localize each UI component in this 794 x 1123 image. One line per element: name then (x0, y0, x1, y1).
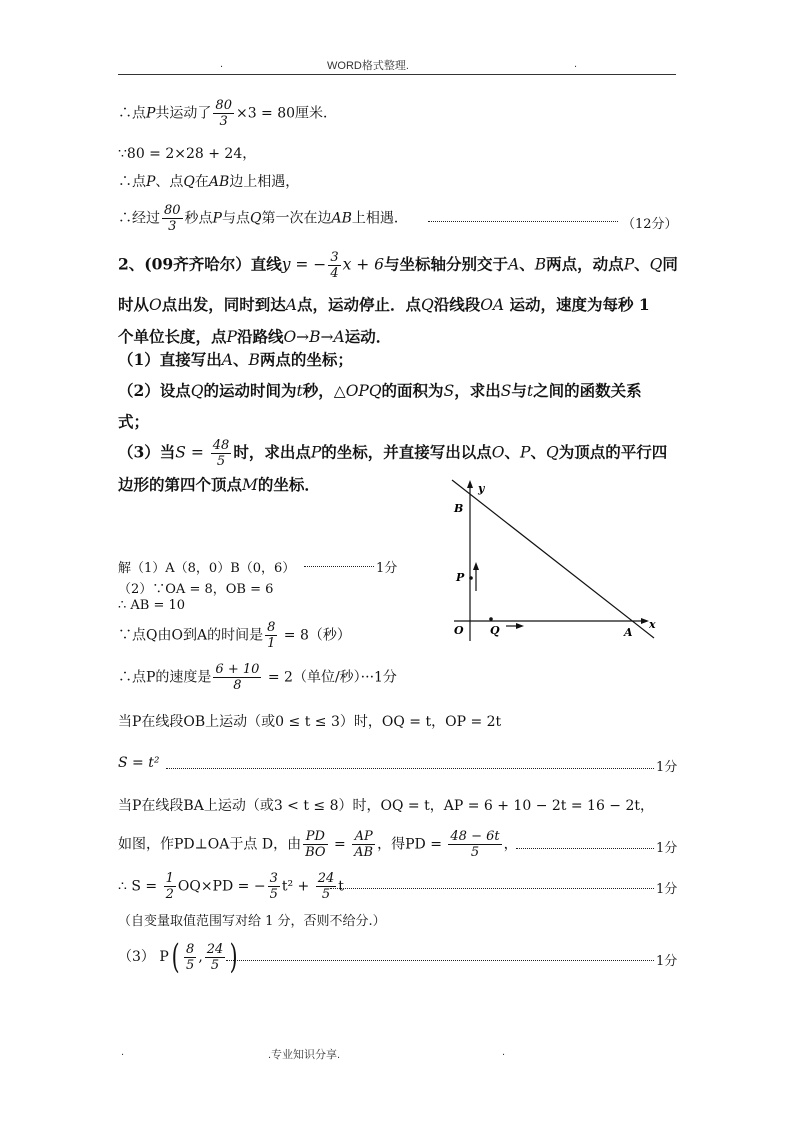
p-arrowhead (473, 562, 479, 570)
label-x: x (649, 618, 656, 631)
header-rule (118, 74, 676, 75)
header-right-dot: . (574, 58, 578, 70)
leader-dots (166, 768, 654, 769)
coordinate-figure (440, 476, 670, 646)
score-label: 1分 (656, 882, 678, 897)
solution-line-5: ∴点P的速度是 $\frac{6 + 10}{8}$ = 2（单位/秒）···1分 (118, 662, 397, 693)
label-q: Q (490, 624, 500, 637)
problem-line-3: 个单位长度，点P沿路线O→B→A运动． (118, 327, 392, 346)
footer-left-dot: . (121, 1046, 125, 1058)
solution-line-10: ∴ S = $\frac{1}{2}$ OQ×PD = − $\frac{3}{5}$ t² + $\frac{24}{5}$ t (118, 871, 344, 902)
question-1: （1）直接写出A、B两点的坐标； (118, 350, 353, 369)
footer-title: .专业知识分享. (268, 1049, 341, 1061)
question-3: （3）当S = $\frac{48}{5}$ 时，求出点P的坐标，并直接写出以点O、P、Q为顶点的平行四 (118, 438, 668, 469)
point-p (469, 576, 473, 580)
score-label: 1分 (656, 760, 678, 775)
label-y: y (478, 482, 485, 495)
problem-line-1: 2、(09齐齐哈尔）直线y = − $\frac{3}{4}$ x + 6与坐标轴分别交于A、B两点，动点P、Q同 (118, 250, 678, 281)
question-2: （2）设点Q的运动时间为t秒，△OPQ的面积为S，求出S与t之间的函数关系 (118, 381, 642, 400)
header-left-dot: . (220, 58, 224, 70)
score-label: 1分 (656, 954, 678, 969)
x-axis-arrow (641, 618, 649, 624)
y-axis-arrow (467, 480, 473, 488)
q-arrowhead (516, 623, 524, 629)
solution-line-4: ∵点Q由O到A的时间是 $\frac{8}{1}$ = 8（秒） (118, 620, 351, 651)
footer-right-dot: . (502, 1046, 506, 1058)
solution-line-2: （2）∵OA = 8，OB = 6 (118, 582, 274, 597)
score-label: 1分 (656, 841, 678, 856)
label-p: P (456, 571, 465, 584)
question-3-line-2: 边形的第四个顶点M的坐标． (118, 475, 320, 494)
solution-line-9: 如图，作PD⊥OA于点 D，由 $\frac{PD}{BO}$ = $\frac{AP}{AB}$ ，得PD = $\frac{48 - 6t}{5}$ ， (118, 829, 518, 860)
leader-dots (428, 221, 618, 222)
label-o: O (454, 624, 464, 637)
score-label: 1分 (376, 561, 398, 576)
leader-dots (330, 888, 654, 889)
point-q (489, 617, 493, 621)
solution-line-8: 当P在线段BA上运动（或3 < t ≤ 8）时，OQ = t，AP = 6 + 10 − 2t = 16 − 2t， (118, 798, 655, 814)
question-2-line-2: 式； (118, 412, 150, 431)
score-label: （12分） (622, 217, 678, 232)
header-title: WORD格式整理. (327, 60, 409, 72)
fraction: $\frac{80}{3}$ (215, 98, 232, 129)
solution-line-6: 当P在线段OB上运动（或0 ≤ t ≤ 3）时，OQ = t，OP = 2t (118, 714, 502, 730)
leader-dots (226, 960, 654, 961)
prev-line-4: ∴经过 $\frac{80}{3}$ 秒点P与点Q第一次在边AB上相遇． (118, 203, 408, 234)
leader-dots (304, 566, 374, 567)
solution-line-11: （自变量取值范围写对给 1 分，否则不给分.） (118, 914, 386, 929)
prev-line-2: ∵80 = 2×28 + 24， (118, 146, 257, 162)
prev-line-3: ∴点P、点Q在AB边上相遇， (118, 174, 300, 190)
leader-dots (516, 848, 654, 849)
solution-line-1: 解（1）A（8，0）B（0，6） (118, 561, 296, 576)
label-a: A (624, 626, 633, 639)
solution-line-7: S = t² (118, 755, 160, 771)
label-b: B (454, 502, 464, 515)
solution-line-12: （3） P( $\frac{8}{5}$ , $\frac{24}{5}$ ) (118, 937, 238, 977)
prev-line-1: ∴点P共运动了 $\frac{80}{3}$ ×3 = 80厘米． (118, 98, 338, 129)
problem-line-2: 时从O点出发，同时到达A点，运动停止．点Q沿线段OA 运动，速度为每秒 1 (118, 295, 650, 314)
solution-line-3: ∴ AB = 10 (118, 598, 186, 613)
score-label: ···1分 (360, 669, 397, 686)
line-ba (452, 480, 654, 638)
